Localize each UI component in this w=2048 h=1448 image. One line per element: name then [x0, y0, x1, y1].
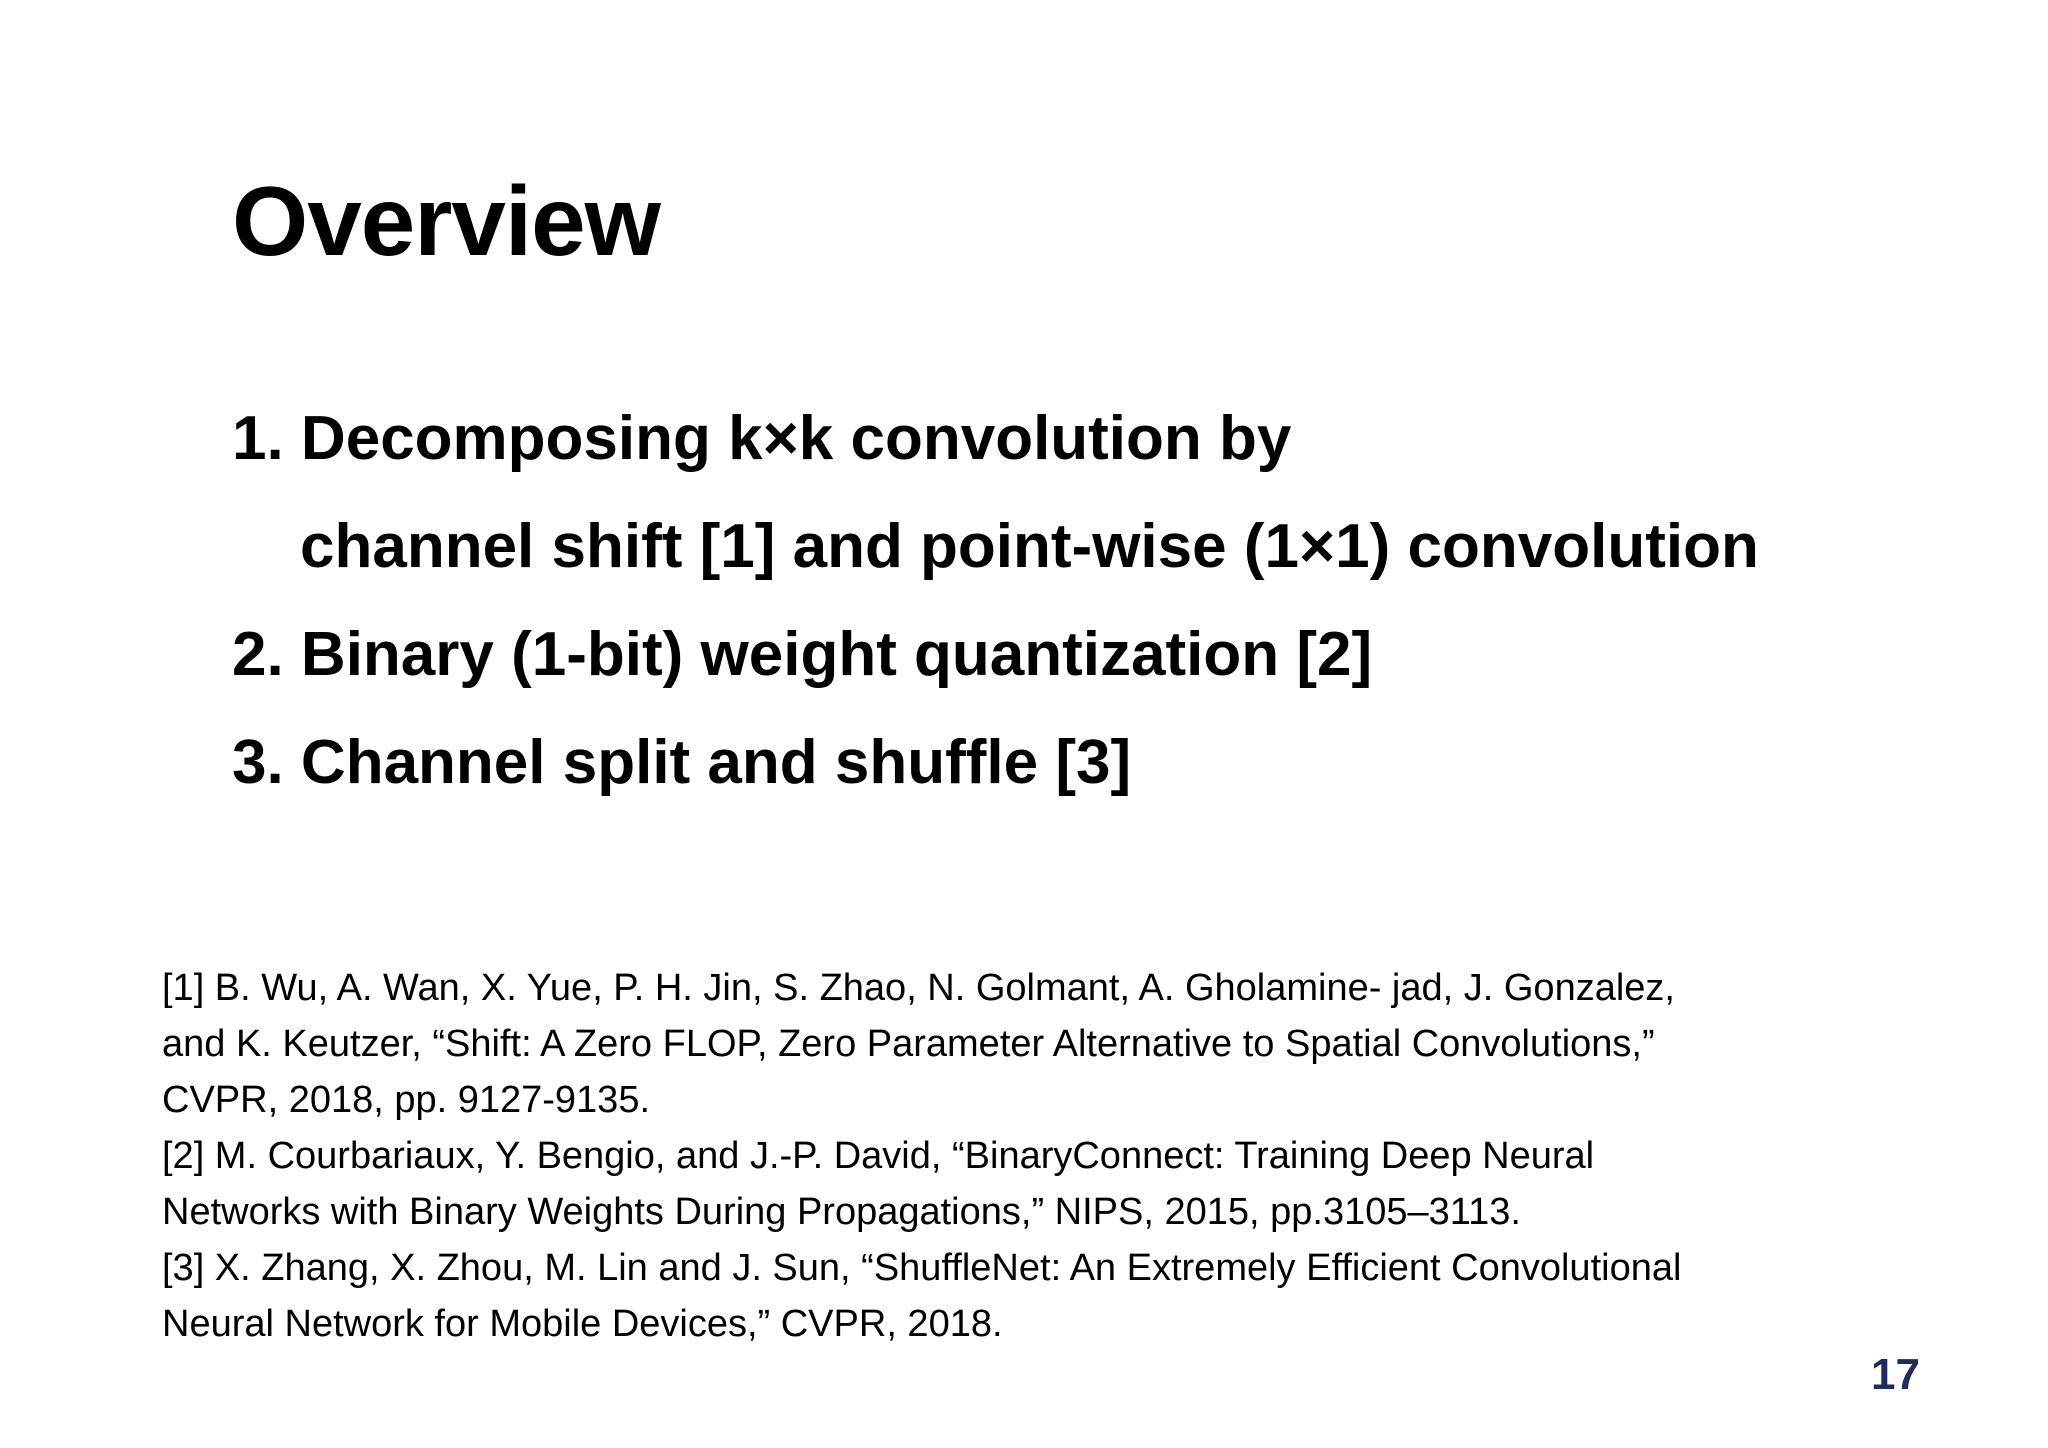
reference-line: Networks with Binary Weights During Propagations,” NIPS, 2015, pp.3105–3113.	[162, 1191, 1521, 1233]
reference-line: [3] X. Zhang, X. Zhou, M. Lin and J. Sun, “ShuffleNet: An Extremely Efficient Convolutional	[162, 1247, 1682, 1289]
list-item-1: 1. Decomposing k×k convolution by	[232, 404, 1292, 473]
references	[162, 960, 1922, 1352]
reference-line: CVPR, 2018, pp. 9127-9135.	[162, 1079, 651, 1121]
reference-line: [2] M. Courbariaux, Y. Bengio, and J.-P. David, “BinaryConnect: Training Deep Neural	[162, 1135, 1595, 1177]
list-item-3: 3. Channel split and shuffle [3]	[232, 728, 1132, 797]
list-item-1-continuation: channel shift [1] and point-wise (1×1) convolution	[300, 512, 1759, 581]
page-number: 17	[1871, 1350, 1920, 1399]
reference-line: and K. Keutzer, “Shift: A Zero FLOP, Zero Parameter Alternative to Spatial Convolutions,”	[162, 1023, 1655, 1065]
reference-line: [1] B. Wu, A. Wan, X. Yue, P. H. Jin, S. Zhao, N. Golmant, A. Gholamine- jad, J. Gonzalez,	[162, 967, 1675, 1009]
list-item-2: 2. Binary (1-bit) weight quantization [2]	[232, 620, 1373, 689]
slide-title: Overview	[232, 166, 660, 276]
reference-line: Neural Network for Mobile Devices,” CVPR, 2018.	[162, 1303, 1003, 1345]
